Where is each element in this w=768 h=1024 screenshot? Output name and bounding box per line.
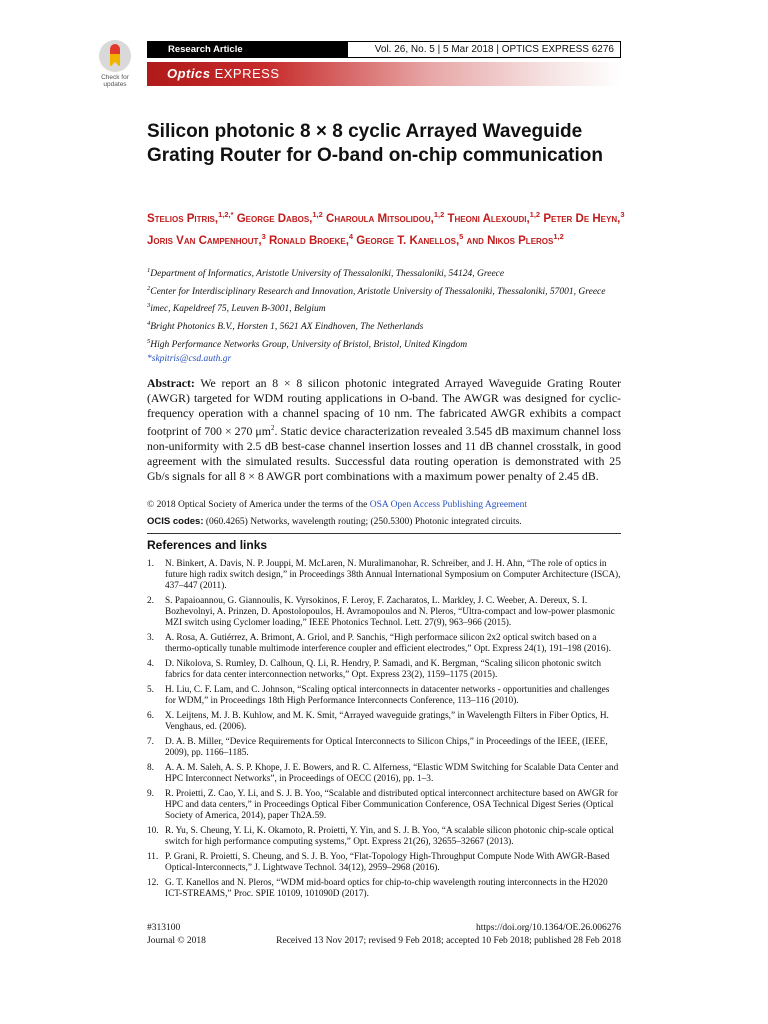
author-affiliation-marker: 3 — [261, 231, 266, 241]
paper-title: Silicon photonic 8 × 8 cyclic Arrayed Waveguide Grating Router for O-band on-chip communication — [147, 121, 603, 166]
author-affiliation-marker: 1,2 — [312, 210, 323, 219]
author-name: and Nikos Pleros — [466, 234, 554, 247]
journal-logo: Optics EXPRESS — [167, 66, 280, 81]
affiliation: $^4$Bright Photonics B.V., Horsten 1, 5621 AX Eindhoven, The Netherlands — [147, 319, 424, 333]
author-affiliation-marker: 3 — [620, 210, 625, 219]
reference-item: 11. P. Grani, R. Proietti, S. Cheung, and S. J. B. Yoo, “Flat-Topology High-Throughput Compute Node With AWGR-Based Optical-Interconnects,” J. Lightwave Technol. 34(12), 2959–2968 (2016). — [147, 852, 610, 873]
manuscript-id: #313100 — [147, 923, 181, 933]
references-heading: References and links — [147, 538, 268, 552]
reference-item: 3. A. Rosa, A. Gutiérrez, A. Brimont, A. Griol, and P. Sanchis, “High performace silicon 2x2 optical switch based on a thermo-optically tunable multimode interference coupler and efficient electrodes,” Opt. Express 24(1), 191–198 (2016). — [147, 633, 611, 654]
reference-item: 5. H. Liu, C. F. Lam, and C. Johnson, “Scaling optical interconnects in datacenter networks - opportunities and challenges for WDM,” in Proceedings 18th High Performance Interconnects Conference, 113–116 (2010). — [147, 685, 610, 706]
affiliation-list — [147, 266, 627, 369]
badge-label: Check for updates — [101, 74, 129, 88]
reference-item: 2. S. Papaioannou, G. Giannoulis, K. Vyrsokinos, F. Leroy, F. Zacharatos, L. Markley, J. C. Weeber, A. Dereux, S. I. Bozhevolnyi, A. Prinzen, D. Apostolopoulos, H. Avramopoulos and N. Pleros, “Ultra-compact and low-power plasmonic MZI switch using Cyclomer loading,” IEEE Photonics Technol. Lett. 27(9), 963–966 (2015). — [147, 596, 615, 628]
reference-item: 10. R. Yu, S. Cheung, Y. Li, K. Okamoto, R. Proietti, Y. Yin, and S. J. B. Yoo, “A scalable silicon photonic chip-scale optical switch for high performance computing systems,” Opt. Express 21(26), 32655–32667 (2013). — [147, 826, 614, 847]
reference-item: 1. N. Binkert, A. Davis, N. P. Jouppi, M. McLaren, N. Muralimanohar, R. Schreiber, and J. H. Ahn, “The role of optics in future high radix switch design,” in Proceedings 38th Annual International Symposium on Computer Architecture (ISCA), 437–447 (2011). — [147, 559, 621, 591]
affiliation: $^2$Center for Interdisciplinary Research and Innovation, Aristotle University of Thessaloniki, Thessaloniki, 57001, Greece — [147, 284, 606, 297]
corresponding-email[interactable]: *skpitris@csd.auth.gr — [147, 354, 232, 365]
author-affiliation-marker: 1,2 — [529, 210, 541, 219]
affiliation: $^1$Department of Informatics, Aristotle University of Thessaloniki, Thessaloniki, 54124, Greece — [147, 267, 505, 280]
article-header — [147, 41, 621, 58]
ocis-codes: OCIS codes: (060.4265) Networks, wavelength routing; (250.5300) Photonic integrated circuits. — [147, 516, 522, 527]
abstract-label: Abstract: — [147, 376, 195, 390]
reference-list — [147, 559, 621, 904]
section-divider — [147, 533, 621, 534]
article-type-label: Research Article — [148, 42, 348, 57]
author-name: Peter De Heyn, — [543, 212, 621, 225]
reference-item: 4. D. Nikolova, S. Rumley, D. Calhoun, Q. Li, R. Hendry, P. Samadi, and K. Bergman, “Scaling silicon photonic switch fabrics for data center interconnection networks,” Opt. Express 23(2), 1159–1175 (2015). — [147, 659, 602, 680]
author-name: Ronald Broeke, — [269, 234, 349, 247]
author-name: Theoni Alexoudi, — [447, 212, 530, 225]
author-affiliation-marker: 1,2 — [433, 210, 445, 219]
footer-left — [147, 922, 267, 948]
author-affiliation-marker: 1,2 — [553, 231, 564, 241]
author-affiliation-marker: 5 — [459, 231, 464, 241]
reference-item: 6. X. Leijtens, M. J. B. Kuhlow, and M. K. Smit, “Arrayed waveguide gratings,” in Wavelength Filters in Fiber Optics, H. Venghaus, ed. (2006). — [147, 711, 609, 732]
reference-item: 9. R. Proietti, Z. Cao, Y. Li, and S. J. B. Yoo, “Scalable and distributed optical interconnect architecture based on AWGR for HPC and data centers,” in Proceedings Optical Fiber Communication Conference, OSA Technical Digest Series (Optical Society of America, 2014), paper Th2A.59. — [147, 789, 618, 821]
affiliation: $^5$High Performance Networks Group, University of Bristol, Bristol, United Kingdom — [147, 337, 468, 350]
journal-citation: Vol. 26, No. 5 | 5 Mar 2018 | OPTICS EXPRESS 6276 — [374, 44, 614, 55]
author-affiliation-marker: 1,2,* — [218, 210, 234, 219]
author-name: George Dabos, — [236, 212, 313, 225]
check-for-updates-badge[interactable] — [94, 40, 136, 88]
author-name: George T. Kanellos, — [356, 234, 460, 247]
author-name: Stelios Pitris, — [147, 212, 219, 225]
journal-banner — [147, 62, 621, 86]
author-affiliation-marker: 4 — [348, 231, 354, 241]
publication-dates: Received 13 Nov 2017; revised 9 Feb 2018; accepted 10 Feb 2018; published 28 Feb 2018 — [276, 936, 621, 946]
bookmark-icon — [99, 40, 131, 72]
abstract: Abstract: We report an 8 × 8 silicon photonic integrated Arrayed Waveguide Grating Router (AWGR) targeted for WDM routing applications in O-band. The AWGR was designed for cyclic-frequency operation with a channel spacing of 10 nm. The fabricated AWGR exhibits a compact footprint of 700 × 270 $\mu m^2$. Static device characterization revealed 3.545 dB maximum channel loss non-uniformity with 2.5 dB best-case channel insertion losses and 11 dB channel crosstalk, in good agreement with the simulated results. Successful data routing operation is demonstrated with 25 Gb/s signals for all 8 × 8 AWGR port combinations with a maximum power penalty of 2.45 dB. — [147, 376, 621, 483]
reference-item: 7. D. A. B. Miller, “Device Requirements for Optical Interconnects to Silicon Chips,” in Proceedings of the IEEE, (IEEE, 2009), pp. 1166–1185. — [147, 737, 608, 758]
copyright-line: © 2018 Optical Society of America under the terms of the OSA Open Access Publishing Agreement — [147, 500, 528, 510]
affiliation: $^3$imec, Kapeldreef 75, Leuven B-3001, Belgium — [147, 302, 326, 315]
doi-link[interactable]: https://doi.org/10.1364/OE.26.006276 — [476, 923, 621, 933]
open-access-agreement-link[interactable]: OSA Open Access Publishing Agreement — [369, 500, 528, 510]
author-name: Joris Van Campenhout, — [147, 234, 262, 247]
journal-copyright: Journal © 2018 — [147, 936, 206, 946]
author-list — [147, 206, 627, 250]
reference-item: 12. G. T. Kanellos and N. Pleros, “WDM mid-board optics for chip-to-chip wavelength routing interconnects in the H2020 ICT-STREAMS,” Proc. SPIE 10109, 101090D (2017). — [147, 878, 608, 899]
author-name: Charoula Mitsolidou, — [326, 212, 434, 225]
footer-right — [250, 922, 621, 948]
reference-item: 8. A. A. M. Saleh, A. S. P. Khope, J. E. Bowers, and R. C. Alferness, “Elastic WDM Switching for Scalable Data Center and HPC Interconnect Networks”, in Proceedings of OECC (2016), pp. 1–3. — [147, 763, 619, 784]
